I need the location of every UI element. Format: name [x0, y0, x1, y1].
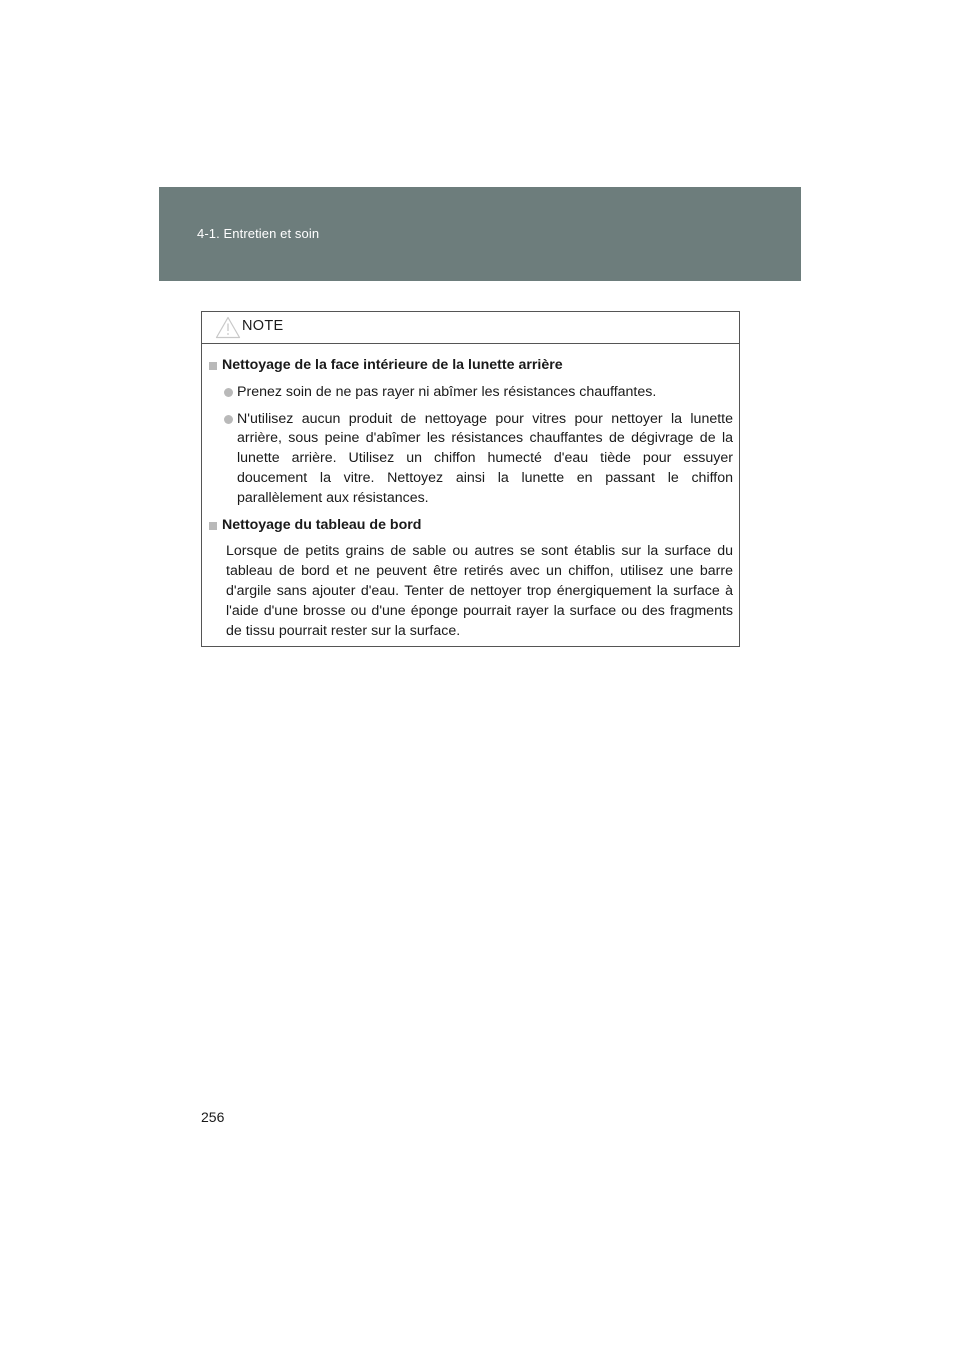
section-heading-text: Nettoyage de la face intérieure de la lunette arrière: [222, 357, 563, 373]
list-item-text: N'utilisez aucun produit de nettoyage pour vitres pour nettoyer la lunette arrière, sous peine d'abîmer les résistances chauffantes de dégivrage de la lunette arrière. Utilisez un chiffon humecté d'eau tiède pour essuyer doucement la vitre. Nettoyez ainsi la lunette en passant le chiffon parallèlement aux résistances.: [237, 410, 733, 506]
list-item-text: Prenez soin de ne pas rayer ni abîmer les résistances chauffantes.: [237, 383, 657, 400]
section-paragraph: Lorsque de petits grains de sable ou autres se sont établis sur la surface du tableau de bord et ne peuvent être retirés avec un chiffon, utilisez une barre d'argile sans ajouter d'eau. Tenter de nettoyer trop énergiquement la surface à l'aide d'une brosse ou d'une éponge pourrait rayer la surface ou des fragments de tissu pourrait rester sur la surface.: [226, 543, 733, 639]
circle-bullet-icon: [224, 388, 233, 397]
note-header: [202, 312, 739, 344]
section-heading-rear-window: [209, 356, 733, 376]
list-item: [209, 410, 733, 509]
circle-bullet-icon: [224, 415, 233, 424]
note-title: NOTE: [242, 318, 284, 334]
page-number: 256: [201, 1109, 225, 1125]
section-label: 4-1. Entretien et soin: [197, 226, 320, 241]
square-bullet-icon: [209, 522, 217, 530]
header-band: [159, 187, 801, 281]
note-body: [202, 344, 739, 641]
square-bullet-icon: [209, 362, 217, 370]
section-heading-text: Nettoyage du tableau de bord: [222, 516, 422, 533]
list-item: [209, 383, 733, 403]
section-heading-dashboard: [209, 516, 733, 536]
warning-triangle-icon: [215, 316, 241, 339]
note-box: [201, 311, 740, 647]
